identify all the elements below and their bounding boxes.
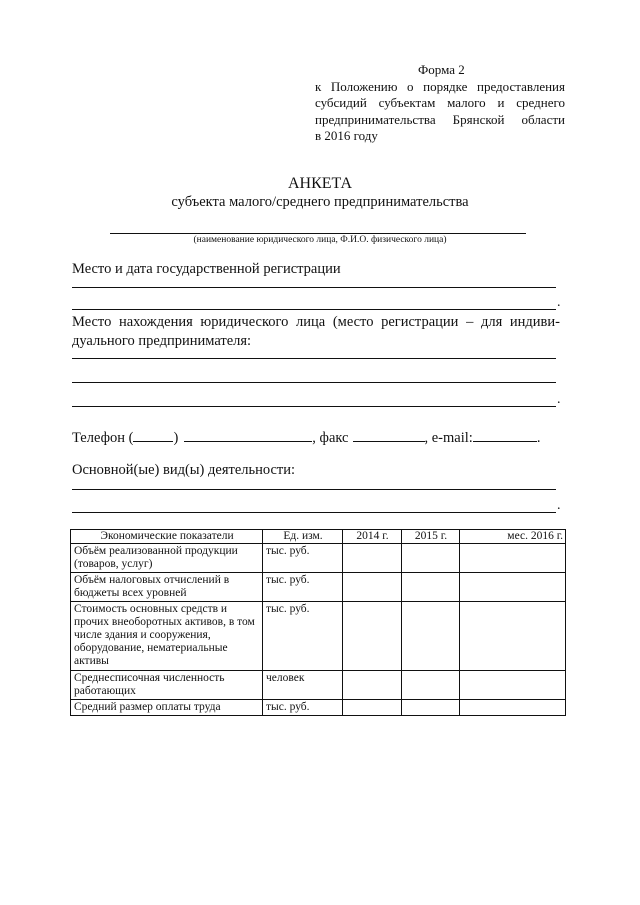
activity-label: Основной(ые) вид(ы) деятельности: [72,462,296,478]
row-indicator: Средний размер оплаты труда [71,700,263,716]
cell-2016[interactable] [460,602,566,671]
header-unit: Ед. изм. [263,530,343,544]
registration-line-1[interactable] [72,287,556,288]
cell-2014[interactable] [343,602,402,671]
phone-close: ) [173,430,179,446]
email-label: , e-mail: [424,430,473,446]
fax-label: , факс [312,430,349,446]
cell-2016[interactable] [460,671,566,700]
table-header-row [71,530,566,544]
cell-2014[interactable] [343,544,402,573]
registration-period: . [557,295,561,310]
email-field[interactable] [473,427,537,442]
row-unit: тыс. руб. [263,700,343,716]
phone-number-field[interactable] [184,427,312,442]
row-indicator: Объём реализованной продукции (товаров, услуг) [71,544,263,573]
registration-line-2[interactable] [72,309,556,310]
economic-indicators-table [70,529,566,716]
phone-code-field[interactable] [133,427,173,442]
contacts-period: . [536,430,541,446]
table-row [71,671,566,700]
cell-2014[interactable] [343,573,402,602]
header-line-1: к Положению о порядке предоставления [315,78,565,94]
location-label-line-2: дуального предпринимателя: [72,333,252,349]
cell-2015[interactable] [402,602,460,671]
document-title: АНКЕТА [287,175,353,192]
row-indicator: Объём налоговых отчислений в бюджеты всех уровней [71,573,263,602]
cell-2015[interactable] [402,700,460,716]
fax-field[interactable] [353,427,425,442]
form-header [315,62,565,145]
cell-2015[interactable] [402,671,460,700]
cell-2015[interactable] [402,544,460,573]
cell-2014[interactable] [343,700,402,716]
location-label-line-1: Место нахождения юридического лица (место регистрации – для индиви- [72,314,560,330]
header-indicators: Экономические показатели [71,530,263,544]
row-indicator: Среднесписочная численность работающих [71,671,263,700]
header-line-3: предпринимательства Брянской области [315,111,565,127]
name-fill-line[interactable] [110,233,526,234]
table-row [71,544,566,573]
location-line-3[interactable] [72,406,556,407]
cell-2016[interactable] [460,573,566,602]
cell-2015[interactable] [402,573,460,602]
table-row [71,700,566,716]
cell-2016[interactable] [460,544,566,573]
contacts-row [72,427,562,447]
activity-period: . [557,498,561,513]
form-number: Форма 2 [418,62,465,77]
header-2015: 2015 г. [402,530,460,544]
header-line-2: субсидий субъектам малого и среднего [315,95,565,110]
location-line-2[interactable] [72,382,556,383]
activity-line-2[interactable] [72,512,556,513]
table-row [71,602,566,671]
cell-2016[interactable] [460,700,566,716]
row-unit: тыс. руб. [263,573,343,602]
row-unit: тыс. руб. [263,602,343,671]
registration-label: Место и дата государственной регистрации [72,261,341,277]
location-period: . [557,392,561,407]
row-unit: тыс. руб. [263,544,343,573]
row-indicator: Стоимость основных средств и прочих внеоборотных активов, в том числе здания и сооружения, оборудование, нематериальные активы [71,602,263,671]
table-row [71,573,566,602]
row-unit: человек [263,671,343,700]
location-line-1[interactable] [72,358,556,359]
name-caption: (наименование юридического лица, Ф.И.О. физического лица) [193,235,447,245]
document-subtitle: субъекта малого/среднего предпринимательства [171,194,469,210]
header-months-2016: мес. 2016 г. [460,530,566,544]
activity-line-1[interactable] [72,489,556,490]
header-line-4: в 2016 году [315,128,378,143]
phone-label: Телефон ( [72,430,134,446]
cell-2014[interactable] [343,671,402,700]
header-2014: 2014 г. [343,530,402,544]
